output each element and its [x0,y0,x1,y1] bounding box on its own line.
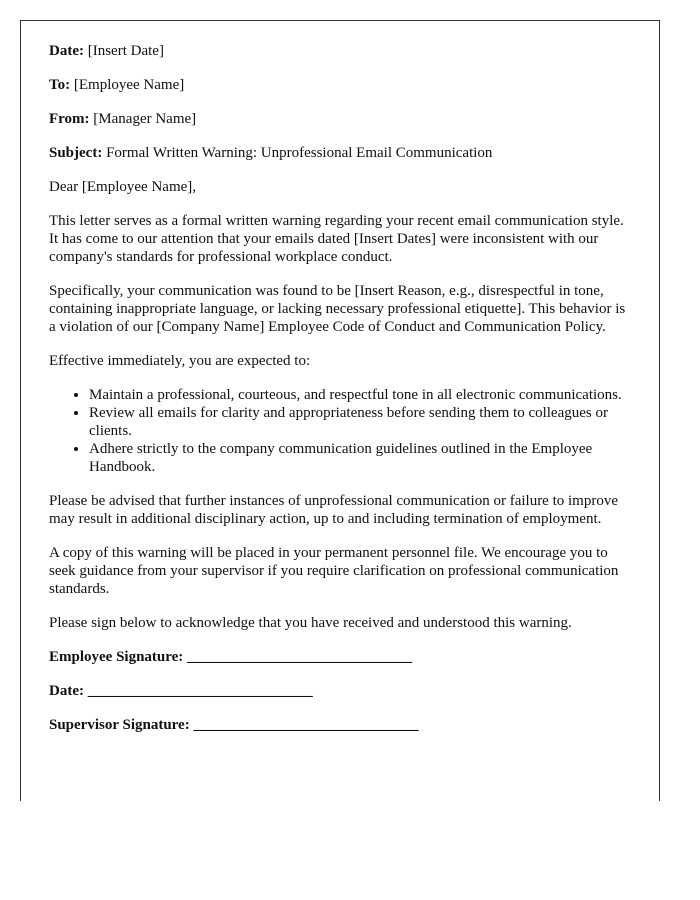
signature-date-label: Date: [49,683,84,699]
closing-paragraph: Please sign below to acknowledge that you have received and understood this warning. [49,615,572,631]
subject-value: Formal Written Warning: Unprofessional Email Communication [106,145,493,161]
letter-page [20,20,660,801]
subject-label: Subject: [49,145,103,161]
subject-line [49,144,631,162]
from-line [49,110,631,128]
date-label: Date: [49,43,84,59]
from-label: From: [49,111,90,127]
body-paragraph: This letter serves as a formal written warning regarding your recent email communication style. It has come to our attention that your emails dated [Insert Dates] were inconsistent with our company's standards for professional workplace conduct. [49,213,624,265]
supervisor-signature-line [49,716,631,734]
closing-paragraph: A copy of this warning will be placed in your permanent personnel file. We encourage you to seek guidance from your supervisor if you require clarification on professional communication standards. [49,545,619,597]
employee-signature-field[interactable]: ______________________________ [187,649,413,665]
expectation-item: • Review all emails for clarity and appropriateness before sending them to colleagues or clients. [89,404,631,440]
expectation-item: • Adhere strictly to the company communication guidelines outlined in the Employee Handbook. [89,440,631,476]
expectation-item: • Maintain a professional, courteous, and respectful tone in all electronic communications. [89,386,631,404]
employee-signature-label: Employee Signature: [49,649,184,665]
to-line [49,76,631,94]
date-line [49,42,631,60]
body-paragraph: Effective immediately, you are expected to: [49,353,311,369]
salutation: Dear [Employee Name], [49,179,197,195]
supervisor-signature-field[interactable]: ______________________________ [193,717,419,733]
date-value: [Insert Date] [87,43,164,59]
supervisor-signature-label: Supervisor Signature: [49,717,190,733]
employee-signature-line [49,648,631,666]
closing-paragraph: Please be advised that further instances of unprofessional communication or failure to improve may result in additional disciplinary action, up to and including termination of employment. [49,493,618,527]
signature-date-line [49,682,631,700]
expectations-list [49,386,631,476]
signature-date-field[interactable]: ______________________________ [87,683,313,699]
to-value: [Employee Name] [73,77,185,93]
letter-content [49,21,631,734]
from-value: [Manager Name] [93,111,197,127]
body-paragraph: Specifically, your communication was found to be [Insert Reason, e.g., disrespectful in tone, containing inappropriate language, or lacking necessary professional etiquette]. This behavior is a violation of our [Company Name] Employee Code of Conduct and Communication Policy. [49,283,626,335]
to-label: To: [49,77,71,93]
